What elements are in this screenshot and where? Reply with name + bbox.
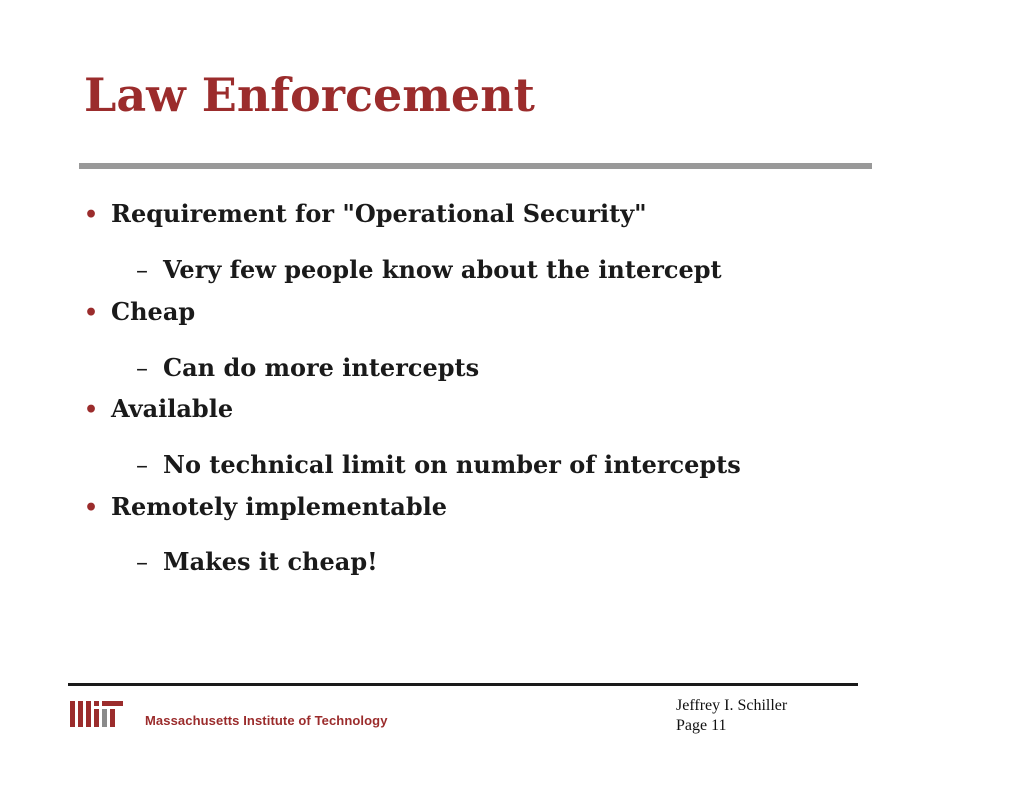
sub-bullet-marker: – (136, 548, 148, 576)
sub-bullet-marker: – (136, 256, 148, 284)
bullet-marker: • (84, 397, 99, 423)
bullet-item (84, 192, 647, 237)
sub-bullet-text: No technical limit on number of intercepts (163, 450, 741, 479)
sub-bullet-marker: – (136, 354, 148, 382)
author-name: Jeffrey I. Schiller (676, 697, 788, 714)
bullet-text: Remotely implementable (111, 492, 447, 521)
bullet-text: Available (111, 394, 234, 423)
title-divider (79, 163, 872, 169)
bullet-text: Requirement for "Operational Security" (111, 199, 647, 228)
mit-logo (70, 701, 130, 727)
sub-bullet-item (136, 443, 741, 487)
bullet-marker: • (84, 495, 99, 521)
bullet-item (84, 387, 233, 432)
institution-name: Massachusetts Institute of Technology (145, 713, 388, 728)
footer-divider (68, 683, 858, 686)
sub-bullet-marker: – (136, 451, 148, 479)
bullet-item (84, 485, 447, 530)
bullet-marker: • (84, 202, 99, 228)
sub-bullet-item (136, 248, 722, 292)
sub-bullet-item (136, 346, 479, 390)
slide-title: Law Enforcement (84, 68, 535, 122)
bullet-text: Cheap (111, 297, 196, 326)
sub-bullet-text: Very few people know about the intercept (163, 255, 722, 284)
bullet-marker: • (84, 300, 99, 326)
page-number: Page 11 (676, 717, 727, 734)
sub-bullet-item (136, 540, 378, 584)
bullet-item (84, 290, 195, 335)
sub-bullet-text: Makes it cheap! (163, 547, 378, 576)
sub-bullet-text: Can do more intercepts (163, 353, 480, 382)
